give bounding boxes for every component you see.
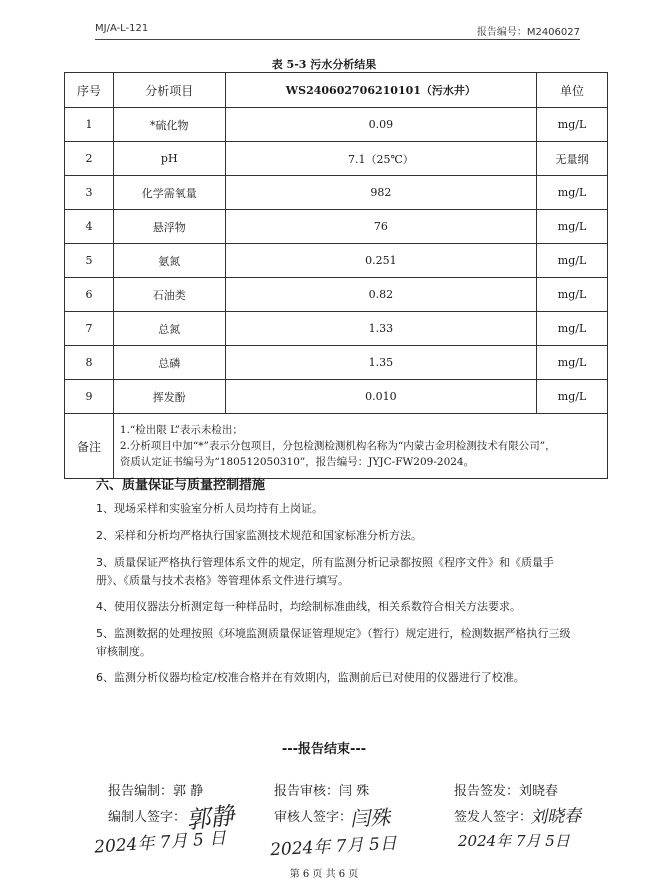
editor-date: 2024年 7月 5 日 xyxy=(93,828,227,858)
note-label: 备注 xyxy=(65,414,114,479)
report-editor: 报告编制：郭 静 xyxy=(108,784,204,799)
row-item: 悬浮物 xyxy=(113,210,225,244)
col-no: 序号 xyxy=(65,73,114,108)
row-no: 8 xyxy=(65,346,114,380)
row-no: 6 xyxy=(65,278,114,312)
row-value: 0.010 xyxy=(225,380,536,414)
reviewer-sign-label: 审核人签字： xyxy=(274,810,353,825)
table-row xyxy=(65,244,608,278)
row-value: 76 xyxy=(225,210,536,244)
row-item: 挥发酚 xyxy=(113,380,225,414)
editor-sign-label: 编制人签字： xyxy=(108,810,187,825)
row-item: 总氮 xyxy=(113,312,225,346)
table-row xyxy=(65,176,608,210)
row-value: 1.35 xyxy=(225,346,536,380)
row-item: *硫化物 xyxy=(113,108,225,142)
row-unit: mg/L xyxy=(537,176,608,210)
col-unit: 单位 xyxy=(537,73,608,108)
col-sample: WS240602706210101（污水井） xyxy=(225,73,536,108)
row-unit: 无量纲 xyxy=(537,142,608,176)
row-value: 0.251 xyxy=(225,244,536,278)
qa-item-6: 6、监测分析仪器均检定/校准合格并在有效期内，监测前后已对使用的仪器进行了校准。 xyxy=(96,671,525,684)
row-no: 7 xyxy=(65,312,114,346)
qa-item-1: 1、现场采样和实验室分析人员均持有上岗证。 xyxy=(96,502,323,515)
note-row xyxy=(65,414,608,479)
row-unit: mg/L xyxy=(537,108,608,142)
qa-item-5: 5、监测数据的处理按照《环境监测质量保证管理规定》（暂行）规定进行，检测数据严格执行三级审核制度。 xyxy=(96,627,571,658)
note-line-3: 资质认定证书编号为“180512050310”，报告编号：JYJC-FW209-2024。 xyxy=(119,456,475,468)
qa-item-3: 3、质量保证严格执行管理体系文件的规定，所有监测分析记录都按照《程序文件》和《质量手册》、《质量与技术表格》等管理体系文件进行填写。 xyxy=(96,556,554,587)
row-value: 982 xyxy=(225,176,536,210)
report-reviewer: 报告审核：闫 殊 xyxy=(274,784,370,799)
table-row xyxy=(65,142,608,176)
col-item: 分析项目 xyxy=(113,73,225,108)
row-value: 7.1（25℃） xyxy=(225,142,536,176)
report-number: 报告编号：M2406027 xyxy=(476,27,580,38)
row-no: 3 xyxy=(65,176,114,210)
row-no: 2 xyxy=(65,142,114,176)
row-unit: mg/L xyxy=(537,380,608,414)
doc-code: MJ/A-L-121 xyxy=(95,23,149,34)
issuer-sign-label: 签发人签字： xyxy=(454,810,533,825)
row-no: 9 xyxy=(65,380,114,414)
row-unit: mg/L xyxy=(537,278,608,312)
issuer-date: 2024年 7月 5日 xyxy=(458,832,570,850)
row-no: 4 xyxy=(65,210,114,244)
row-item: 氨氮 xyxy=(113,244,225,278)
row-unit: mg/L xyxy=(537,210,608,244)
row-unit: mg/L xyxy=(537,346,608,380)
table-row xyxy=(65,210,608,244)
editor-signature: 郭静 xyxy=(184,801,236,835)
qa-section-title: 六、质量保证与质量控制措施 xyxy=(96,478,266,493)
note-content xyxy=(113,414,607,479)
table-header-row xyxy=(65,73,608,108)
row-value: 0.82 xyxy=(225,278,536,312)
results-table xyxy=(64,72,608,479)
table-row xyxy=(65,380,608,414)
page-header xyxy=(95,20,580,40)
row-no: 1 xyxy=(65,108,114,142)
row-unit: mg/L xyxy=(537,244,608,278)
row-value: 1.33 xyxy=(225,312,536,346)
row-value: 0.09 xyxy=(225,108,536,142)
note-line-1: 1.“检出限 L”表示未检出； xyxy=(119,424,243,436)
table-row xyxy=(65,278,608,312)
table-caption: 表 5-3 污水分析结果 xyxy=(271,58,377,71)
row-item: 石油类 xyxy=(113,278,225,312)
row-no: 5 xyxy=(65,244,114,278)
table-row xyxy=(65,346,608,380)
page-footer: 第 6 页 共 6 页 xyxy=(289,869,359,880)
row-item: pH xyxy=(113,142,225,176)
qa-item-2: 2、采样和分析均严格执行国家监测技术规范和国家标准分析方法。 xyxy=(96,529,422,542)
row-unit: mg/L xyxy=(537,312,608,346)
table-row xyxy=(65,108,608,142)
report-end-marker: ---报告结束--- xyxy=(281,742,367,757)
reviewer-signature: 闫殊 xyxy=(349,804,391,832)
qa-item-4: 4、使用仪器法分析测定每一种样品时，均绘制标准曲线，相关系数符合相关方法要求。 xyxy=(96,600,521,613)
header-divider xyxy=(95,39,580,40)
issuer-signature: 刘晓春 xyxy=(529,806,582,828)
table-row xyxy=(65,312,608,346)
row-item: 化学需氧量 xyxy=(113,176,225,210)
reviewer-date: 2024年 7月 5日 xyxy=(269,833,398,861)
report-issuer: 报告签发：刘晓春 xyxy=(454,784,559,799)
note-line-2: 2.分析项目中加“*”表示分包项目，分包检测检测机构名称为“内蒙古金玥检测技术有限公司”， xyxy=(119,440,556,452)
row-item: 总磷 xyxy=(113,346,225,380)
